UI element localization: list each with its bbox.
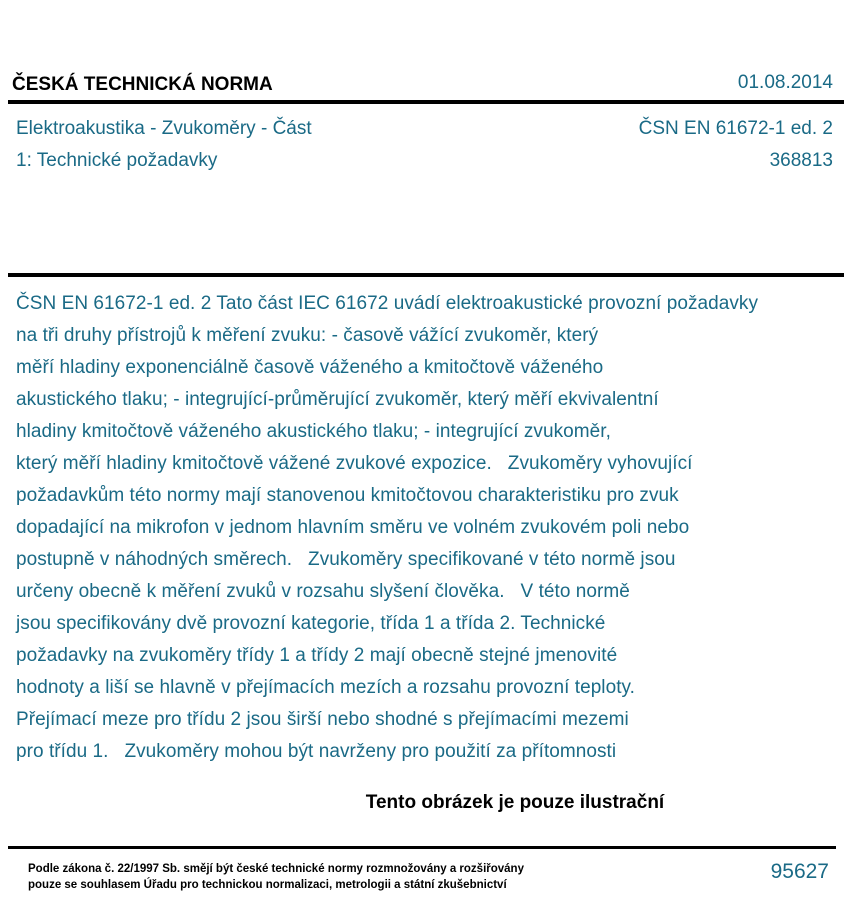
abstract-line: na tři druhy přístrojů k měření zvuku: - časově vážící zvukoměr, který (16, 325, 599, 346)
abstract-line: akustického tlaku; - integrující-průměrující zvukoměr, který měří ekvivalentní (16, 389, 659, 410)
abstract-line: postupně v náhodných směrech. Zvukoměry specifikované v této normě jsou (16, 549, 676, 570)
abstract-line: požadavky na zvukoměry třídy 1 a třídy 2 mají obecně stejné jmenovité (16, 645, 618, 666)
abstract-line: hodnoty a liší se hlavně v přejímacích mezích a rozsahu provozní teploty. (16, 677, 635, 698)
copyright-notice-line-1: Podle zákona č. 22/1997 Sb. smějí být české technické normy rozmnožovány a rozšiřovány (28, 863, 524, 875)
abstract-line: jsou specifikovány dvě provozní kategorie, třída 1 a třída 2. Technické (16, 613, 606, 634)
abstract-line: který měří hladiny kmitočtově vážené zvukové expozice. Zvukoměry vyhovující (16, 453, 693, 474)
abstract-text (16, 288, 861, 768)
abstract-divider (8, 273, 844, 277)
abstract-line: dopadající na mikrofon v jednom hlavním směru ve volném zvukovém poli nebo (16, 517, 690, 538)
standard-id: ČSN EN 61672-1 ed. 2 (638, 118, 833, 139)
document-title-line-2: 1: Technické požadavky (16, 150, 218, 171)
abstract-line: hladiny kmitočtově váženého akustického tlaku; - integrující zvukoměr, (16, 421, 611, 442)
abstract-line: Přejímací meze pro třídu 2 jsou širší nebo shodné s přejímacími mezemi (16, 709, 629, 730)
abstract-line: pro třídu 1. Zvukoměry mohou být navrženy pro použití za přítomnosti (16, 741, 617, 762)
abstract-line: ČSN EN 61672-1 ed. 2 Tato část IEC 61672 uvádí elektroakustické provozní požadavky (16, 293, 759, 314)
copyright-notice (28, 861, 524, 893)
abstract-line: měří hladiny exponenciálně časově váženého a kmitočtově váženého (16, 357, 604, 378)
header-divider (8, 100, 844, 104)
document-title-line-1: Elektroakustika - Zvukoměry - Část (16, 118, 312, 139)
footer-divider (8, 846, 836, 849)
norm-heading: ČESKÁ TECHNICKÁ NORMA (12, 74, 273, 95)
copyright-notice-line-2: pouze se souhlasem Úřadu pro technickou normalizaci, metrologii a státní zkušebnictví (28, 879, 507, 891)
abstract-line: určeny obecně k měření zvuků v rozsahu slyšení člověka. V této normě (16, 581, 630, 602)
abstract-line: požadavkům této normy mají stanovenou kmitočtovou charakteristiku pro zvuk (16, 485, 679, 506)
illustration-note: Tento obrázek je pouze ilustrační (365, 792, 665, 813)
publication-date: 01.08.2014 (737, 72, 833, 93)
catalog-number: 368813 (769, 150, 833, 171)
footer-number: 95627 (770, 860, 829, 883)
